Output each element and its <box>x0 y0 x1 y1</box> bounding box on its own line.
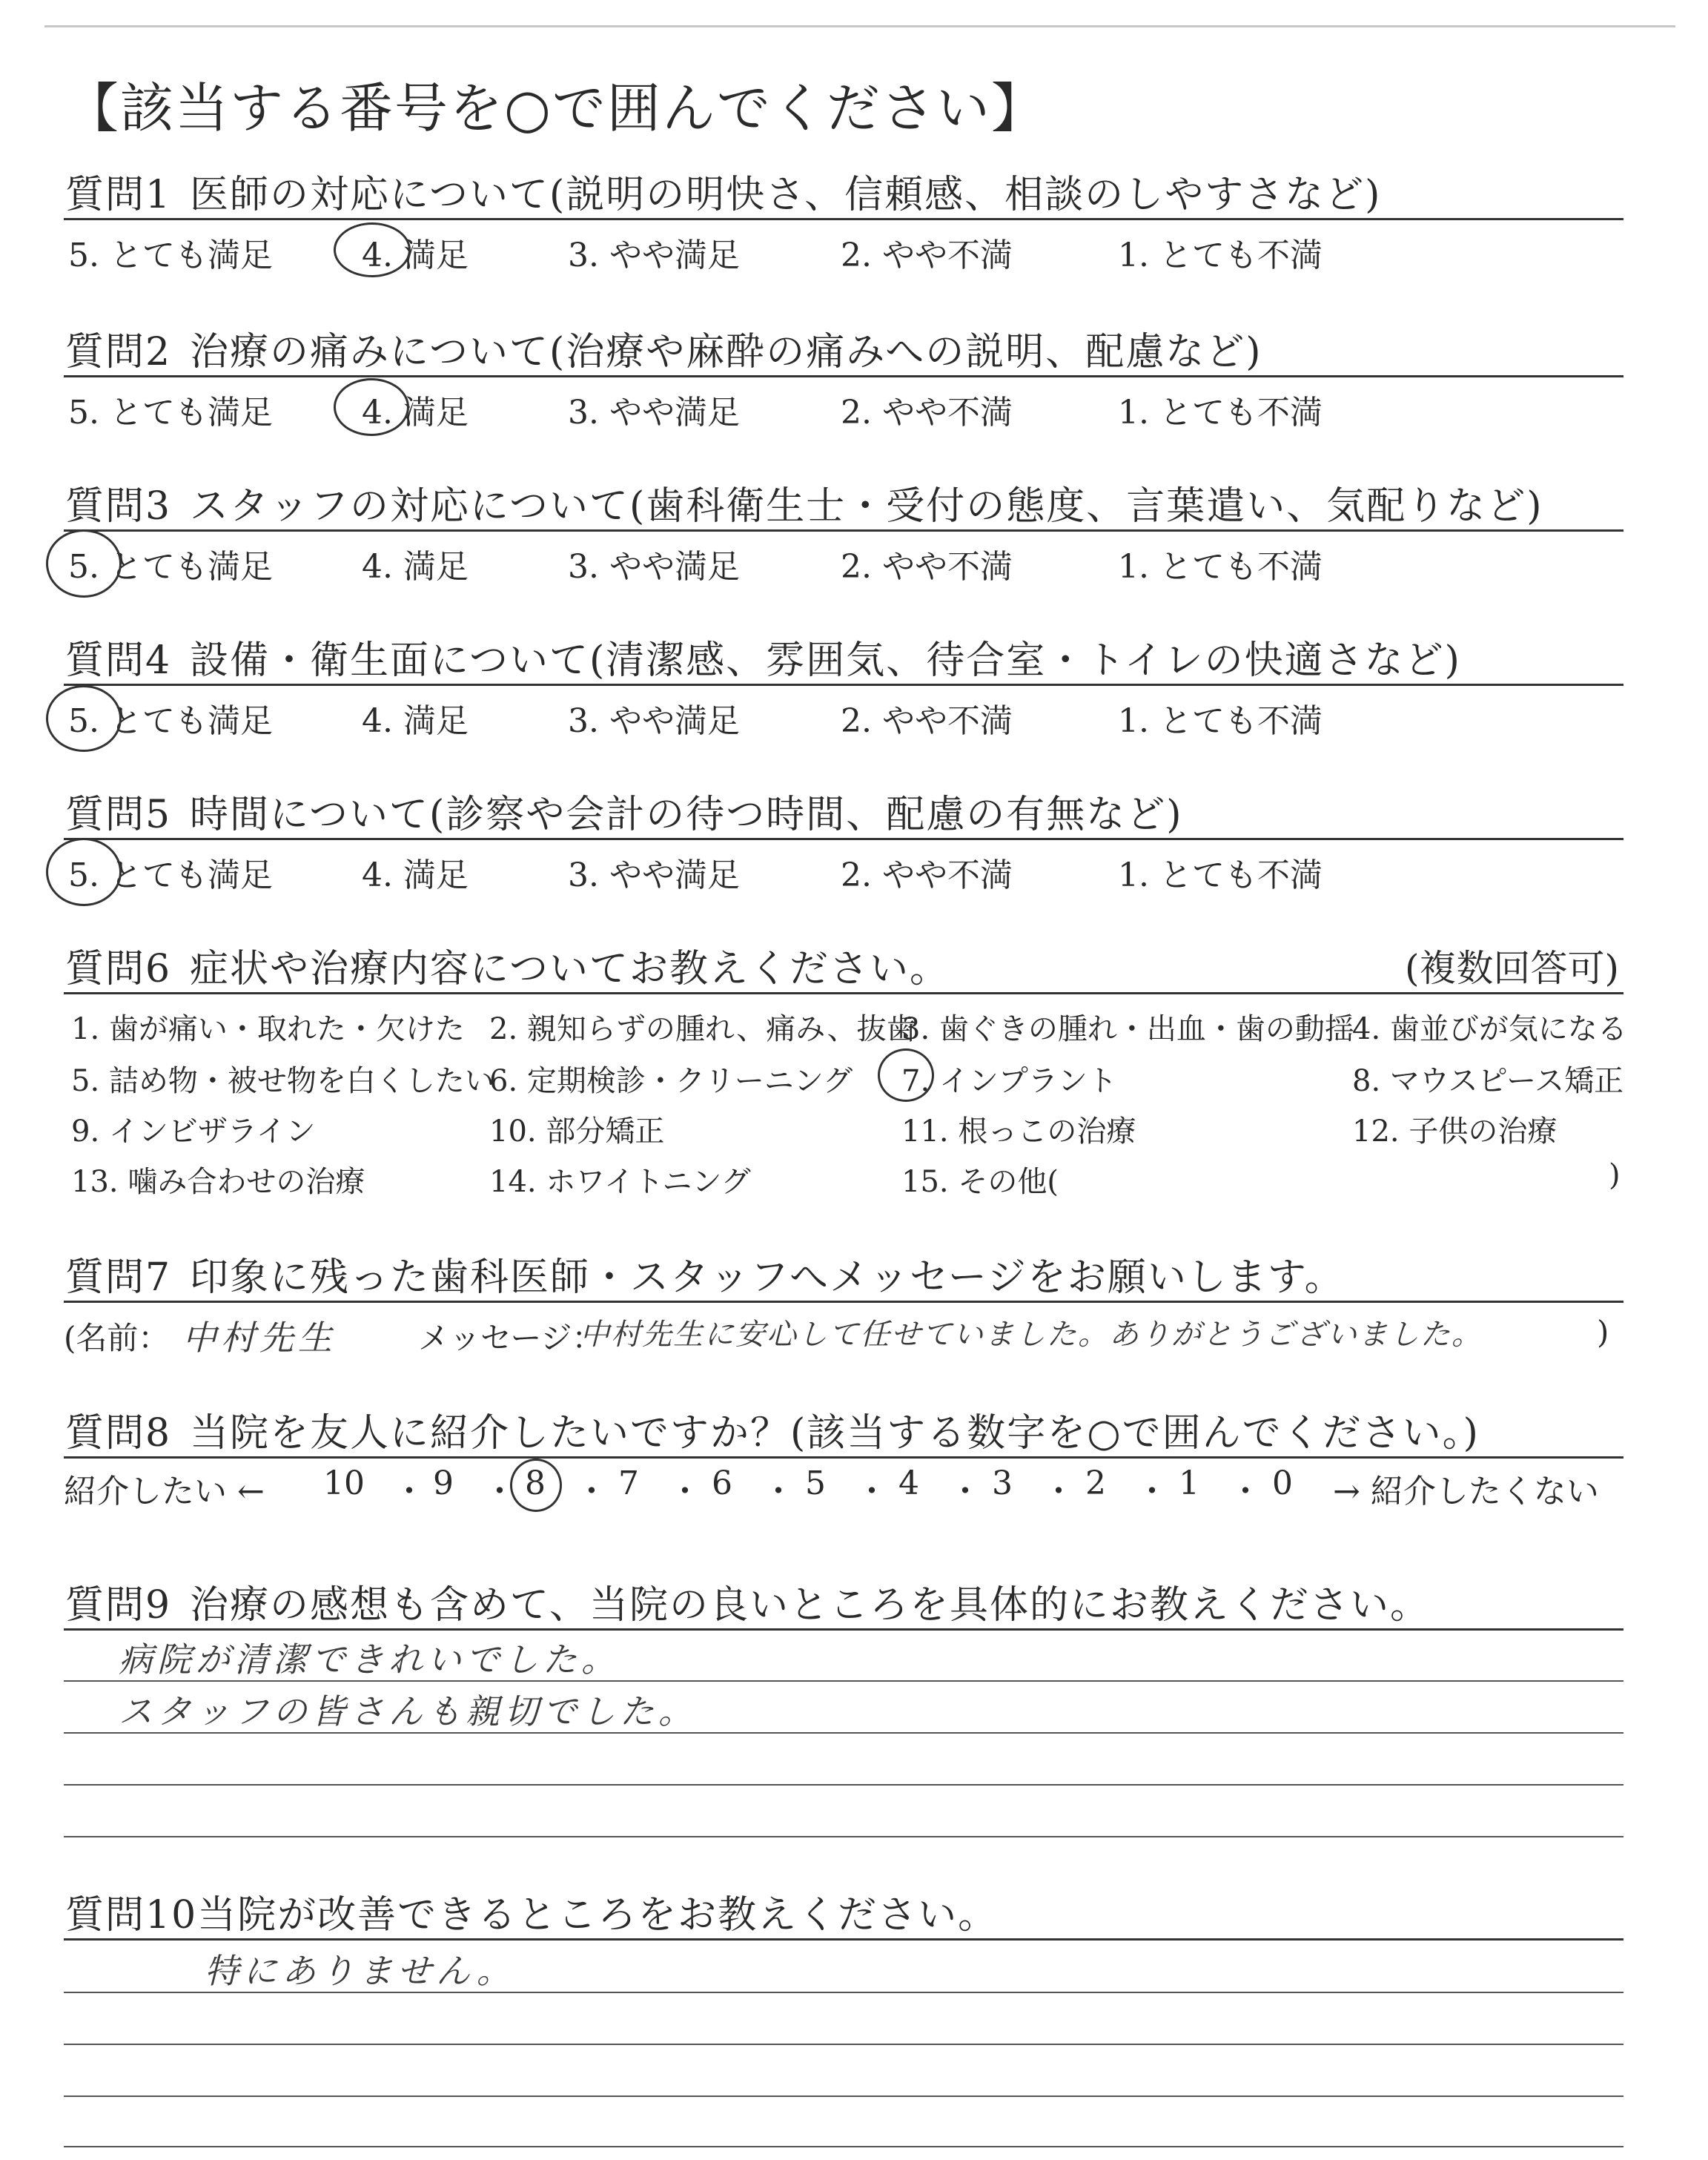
question-number: 質問3 <box>65 484 172 529</box>
question-heading <box>65 629 1461 684</box>
question-heading <box>65 937 950 993</box>
recommend-left-label: 紹介したい ← <box>64 1473 265 1510</box>
selection-circle <box>878 1048 934 1102</box>
option-5[interactable]: 5. とても満足 <box>68 548 273 586</box>
question-heading <box>65 320 1262 376</box>
option-5[interactable]: 5. とても満足 <box>68 702 273 740</box>
message-close: ) <box>1597 1314 1609 1350</box>
symptom-option[interactable]: 2. 親知らずの腫れ、痛み、抜歯 <box>489 1012 916 1046</box>
option-3[interactable]: 3. やや満足 <box>568 394 740 432</box>
recommend-right-label: → 紹介したくない <box>1333 1473 1599 1510</box>
question-number: 質問4 <box>65 638 172 683</box>
option-1[interactable]: 1. とても不満 <box>1118 237 1323 274</box>
scale-dot: ・ <box>575 1473 608 1510</box>
question-number: 質問9 <box>65 1583 172 1628</box>
other-close-paren: ) <box>1609 1158 1621 1192</box>
symptom-option[interactable]: 11. 根っこの治療 <box>901 1114 1136 1149</box>
option-4[interactable]: 4. 満足 <box>362 702 469 740</box>
question-rule <box>64 529 1623 532</box>
selection-circle <box>46 529 122 598</box>
symptom-option[interactable]: 3. 歯ぐきの腫れ・出血・歯の動揺 <box>901 1012 1354 1046</box>
top-border <box>44 25 1675 27</box>
option-1[interactable]: 1. とても不満 <box>1118 548 1323 586</box>
option-4[interactable]: 4. 満足 <box>362 237 469 274</box>
scale-4[interactable]: 4 <box>898 1464 919 1502</box>
question-number: 質問6 <box>65 947 172 991</box>
question-heading <box>65 1246 1345 1301</box>
symptom-option[interactable]: 8. マウスピース矯正 <box>1352 1064 1624 1098</box>
question-rule <box>64 375 1623 377</box>
option-2[interactable]: 2. やや不満 <box>841 702 1013 740</box>
symptom-option[interactable]: 4. 歯並びが気になる <box>1352 1012 1627 1046</box>
question-rule <box>64 684 1623 686</box>
scale-dot: ・ <box>1136 1473 1168 1510</box>
multiple-answers-note: (複数回答可) <box>1404 947 1619 990</box>
option-4[interactable]: 4. 満足 <box>362 856 469 894</box>
question-heading <box>65 783 1183 839</box>
option-2[interactable]: 2. やや不満 <box>841 394 1013 432</box>
scale-dot: ・ <box>669 1473 701 1510</box>
symptom-option[interactable]: 6. 定期検診・クリーニング <box>489 1064 853 1098</box>
question-rule <box>64 1456 1623 1459</box>
answer-line <box>64 1784 1623 1786</box>
answer-line <box>64 2044 1623 2045</box>
question-text: 治療の感想も含めて、当院の良いところを具体的にお教えください。 <box>190 1583 1430 1628</box>
option-4[interactable]: 4. 満足 <box>362 548 469 586</box>
question-text: 治療の痛みについて(治療や麻酔の痛みへの説明、配慮など) <box>190 330 1262 374</box>
question-number: 質問10 <box>65 1893 198 1938</box>
question-text: 設備・衛生面について(清潔感、雰囲気、待合室・トイレの快適さなど) <box>190 638 1461 683</box>
symptom-option[interactable]: 1. 歯が痛い・取れた・欠けた <box>71 1012 465 1046</box>
answer-line <box>64 1628 1623 1631</box>
question-number: 質問1 <box>65 173 172 217</box>
scale-dot: ・ <box>393 1473 426 1510</box>
scale-3[interactable]: 3 <box>992 1464 1013 1502</box>
name-label: (名前： <box>64 1320 170 1356</box>
question-number: 質問5 <box>65 793 172 837</box>
answer-line <box>64 1732 1623 1734</box>
answer-line <box>64 2095 1623 2097</box>
scale-7[interactable]: 7 <box>618 1464 639 1502</box>
message-line <box>64 1314 1623 1358</box>
scale-dot: ・ <box>1229 1473 1262 1510</box>
option-2[interactable]: 2. やや不満 <box>841 856 1013 894</box>
symptom-option[interactable]: 5. 詰め物・被せ物を白くしたい <box>71 1064 494 1098</box>
selection-circle <box>334 378 409 436</box>
scale-dot: ・ <box>855 1473 888 1510</box>
question-heading <box>65 1401 1480 1457</box>
question-number: 質問7 <box>65 1255 172 1300</box>
scale-dot: ・ <box>1042 1473 1075 1510</box>
symptom-option[interactable]: 12. 子供の治療 <box>1352 1114 1558 1149</box>
symptom-option[interactable]: 15. その他( <box>901 1165 1059 1199</box>
scale-0[interactable]: 0 <box>1272 1464 1293 1502</box>
option-1[interactable]: 1. とても不満 <box>1118 394 1323 432</box>
question-text: 時間について(診察や会計の待つ時間、配慮の有無など) <box>190 793 1183 837</box>
answer-line <box>64 2146 1623 2147</box>
question-number: 質問8 <box>65 1411 172 1456</box>
question-text: 当院が改善できるところをお教えください。 <box>197 1893 999 1938</box>
message-label: メッセージ： <box>418 1320 603 1356</box>
question-text: 印象に残った歯科医師・スタッフへメッセージをお願いします。 <box>190 1255 1345 1300</box>
question-text: スタッフの対応について(歯科衛生士・受付の態度、言葉遣い、気配りなど) <box>190 484 1543 529</box>
answer-line <box>64 1938 1623 1941</box>
option-3[interactable]: 3. やや満足 <box>568 548 740 586</box>
symptom-option[interactable]: 13. 噛み合わせの治療 <box>71 1165 365 1199</box>
answer-handwriting[interactable]: 病院が清潔できれいでした。 <box>119 1639 620 1680</box>
scale-dot: ・ <box>762 1473 795 1510</box>
symptom-option[interactable]: 10. 部分矯正 <box>489 1114 665 1149</box>
option-1[interactable]: 1. とても不満 <box>1118 856 1323 894</box>
answer-line <box>64 1836 1623 1837</box>
page-title: 【該当する番号を○で囲んでください】 <box>65 77 1046 139</box>
question-number: 質問2 <box>65 330 172 374</box>
option-3[interactable]: 3. やや満足 <box>568 237 740 274</box>
option-5[interactable]: 5. とても満足 <box>68 856 273 894</box>
question-text: 医師の対応について(説明の明快さ、信頼感、相談のしやすさなど) <box>190 173 1382 217</box>
scale-1[interactable]: 1 <box>1179 1464 1199 1502</box>
question-heading <box>65 1883 998 1939</box>
symptom-option[interactable]: 14. ホワイトニング <box>489 1165 751 1199</box>
selection-circle <box>334 222 411 277</box>
scale-dot: ・ <box>483 1473 516 1510</box>
answer-handwriting[interactable]: 特にありません。 <box>205 1951 515 1991</box>
question-rule <box>64 218 1623 220</box>
question-heading <box>65 163 1381 219</box>
selection-circle <box>510 1459 562 1512</box>
symptom-option[interactable]: 7. インプラント <box>901 1064 1117 1098</box>
option-3[interactable]: 3. やや満足 <box>568 856 740 894</box>
scale-dot: ・ <box>949 1473 982 1510</box>
selection-circle <box>46 685 122 752</box>
question-rule <box>64 1301 1623 1303</box>
answer-handwriting[interactable]: スタッフの皆さんも親切でした。 <box>119 1691 697 1731</box>
answer-line <box>64 1680 1623 1682</box>
question-text: 当院を友人に紹介したいですか？(該当する数字を○で囲んでください。) <box>190 1411 1480 1456</box>
recommend-scale <box>64 1464 1623 1509</box>
scale-9[interactable]: 9 <box>433 1464 454 1502</box>
scale-2[interactable]: 2 <box>1085 1464 1106 1502</box>
option-5[interactable]: 5. とても満足 <box>68 394 273 432</box>
answer-line <box>64 1992 1623 1993</box>
scale-5[interactable]: 5 <box>805 1464 826 1502</box>
scale-6[interactable]: 6 <box>712 1464 732 1502</box>
option-5[interactable]: 5. とても満足 <box>68 237 273 274</box>
option-4[interactable]: 4. 満足 <box>362 394 469 432</box>
option-2[interactable]: 2. やや不満 <box>841 548 1013 586</box>
question-heading <box>65 475 1543 530</box>
option-1[interactable]: 1. とても不満 <box>1118 702 1323 740</box>
option-3[interactable]: 3. やや満足 <box>568 702 740 740</box>
message-handwriting[interactable]: 中村先生に安心して任せていました。ありがとうございました。 <box>580 1318 1483 1352</box>
question-rule <box>64 992 1623 994</box>
question-rule <box>64 838 1623 840</box>
name-handwriting[interactable]: 中村先生 <box>182 1318 337 1358</box>
symptom-option[interactable]: 9. インビザライン <box>71 1114 316 1149</box>
question-text: 症状や治療内容についてお教えください。 <box>190 947 950 991</box>
question-heading <box>65 1573 1430 1629</box>
scale-8[interactable]: 8 <box>525 1464 546 1502</box>
option-2[interactable]: 2. やや不満 <box>841 237 1013 274</box>
scale-10[interactable]: 10 <box>323 1464 365 1502</box>
selection-circle <box>46 838 122 906</box>
